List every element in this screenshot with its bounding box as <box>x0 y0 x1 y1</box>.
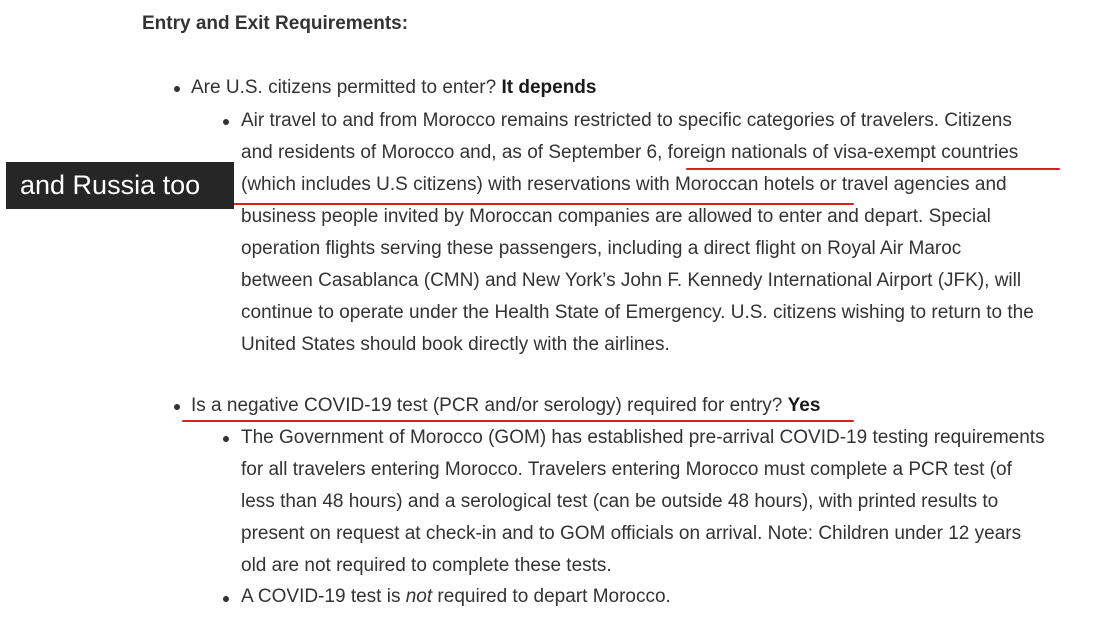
detail-line: and residents of Morocco and, as of September 6, foreign nationals of visa-exempt countries <box>241 142 1019 163</box>
annotation-label: and Russia too <box>6 162 234 209</box>
bullet-dot <box>223 119 229 125</box>
detail-line: for all travelers entering Morocco. Travelers entering Morocco must complete a PCR test (of <box>241 459 1012 480</box>
depart-note-after: required to depart Morocco. <box>432 586 671 607</box>
question-2-answer: Yes <box>787 395 821 416</box>
detail-line: less than 48 hours) and a serological test (can be outside 48 hours), with printed results to <box>241 491 999 512</box>
detail-line: Air travel to and from Morocco remains restricted to specific categories of travelers. Citizens <box>241 110 1012 131</box>
detail-line: present on request at check-in and to GOM officials on arrival. Note: Children under 12 years <box>241 523 1022 544</box>
depart-note-before: A COVID-19 test is <box>241 586 406 607</box>
depart-note <box>241 586 671 608</box>
question-1-text: Are U.S. citizens permitted to enter? <box>191 77 497 98</box>
detail-line: old are not required to complete these tests. <box>241 555 612 576</box>
question-2 <box>191 395 820 417</box>
detail-line: The Government of Morocco (GOM) has established pre-arrival COVID-19 testing requirements <box>241 427 1045 448</box>
detail-line: business people invited by Moroccan companies are allowed to enter and depart. Special <box>241 206 991 227</box>
detail-line: United States should book directly with the airlines. <box>241 334 670 355</box>
depart-note-emphasis: not <box>405 586 433 607</box>
bullet-dot <box>223 596 229 602</box>
red-underline <box>686 168 1060 170</box>
question-1 <box>191 77 596 99</box>
question-2-text: Is a negative COVID-19 test (PCR and/or serology) required for entry? <box>191 395 783 416</box>
bullet-dot <box>174 404 180 410</box>
section-heading: Entry and Exit Requirements: <box>142 13 409 34</box>
bullet-dot <box>223 436 229 442</box>
detail-line: between Casablanca (CMN) and New York’s John F. Kennedy International Airport (JFK), will <box>241 270 1022 291</box>
detail-line: continue to operate under the Health State of Emergency. U.S. citizens wishing to return to the <box>241 302 1034 323</box>
detail-line: operation flights serving these passengers, including a direct flight on Royal Air Maroc <box>241 238 962 259</box>
red-underline <box>182 420 854 422</box>
question-1-answer: It depends <box>501 77 597 98</box>
detail-line: (which includes U.S citizens) with reservations with Moroccan hotels or travel agencies and <box>241 174 1007 195</box>
bullet-dot <box>174 86 180 92</box>
